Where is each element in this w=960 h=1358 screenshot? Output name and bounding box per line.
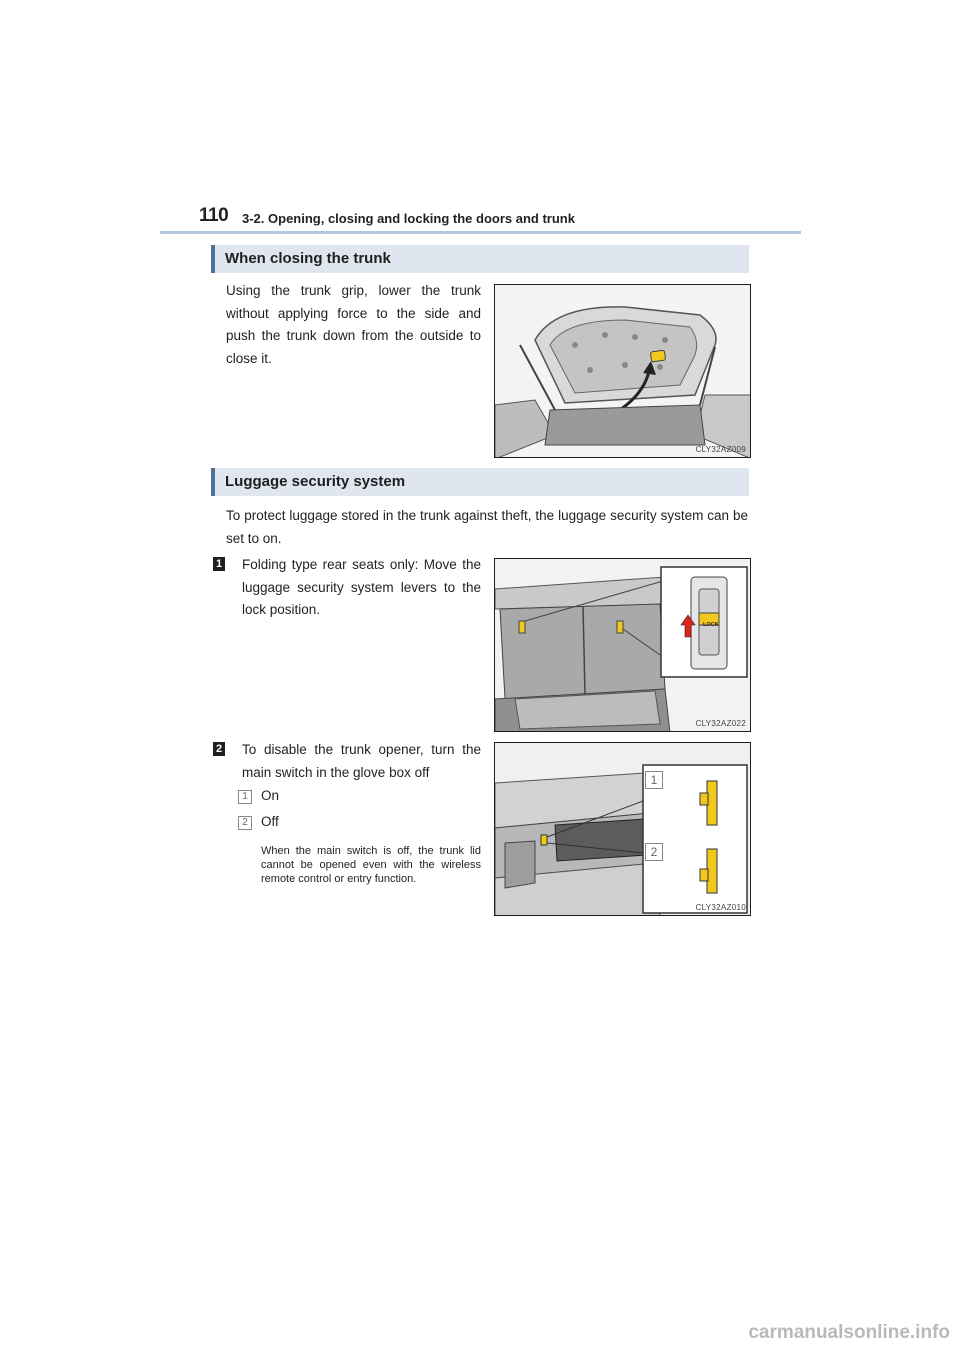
figure-callout-2: 2 (645, 843, 663, 861)
luggage-lever-illustration (495, 559, 751, 732)
item-number-2: 2 (238, 816, 252, 830)
figure-code: CLY32AZ009 (695, 445, 746, 454)
trunk-closing-illustration (495, 285, 751, 458)
item-label-off: Off (261, 814, 279, 829)
left-lever-highlight (519, 621, 525, 633)
page-number: 110 (199, 205, 229, 226)
trunk-grip-highlight (650, 350, 665, 362)
luggage-security-intro: To protect luggage stored in the trunk against theft, the luggage security system can be set to on. (226, 508, 748, 546)
glove-box-switch-figure (494, 742, 751, 916)
item-label-on: On (261, 788, 280, 803)
step-number-1: 1 (213, 557, 225, 571)
chapter-title: 3-2. Opening, closing and locking the doors and trunk (242, 211, 575, 226)
watermark: carmanualsonline.info (748, 1322, 950, 1343)
step-2-text: To disable the trunk opener, turn the main switch in the glove box off (242, 742, 481, 780)
step-number-2: 2 (213, 742, 225, 756)
glove-box-illustration (495, 743, 751, 916)
section-heading-text: Luggage security system (225, 473, 406, 490)
trunk-closing-figure (494, 284, 751, 458)
lock-label: LOCK (703, 622, 719, 628)
section-heading-luggage-security (211, 468, 749, 496)
item-number-1: 1 (238, 790, 252, 804)
closing-trunk-paragraph: Using the trunk grip, lower the trunk without applying force to the side and push the trunk down from the outside to close it. (226, 283, 481, 366)
step-1-text: Folding type rear seats only: Move the luggage security system levers to the lock position. (242, 557, 481, 617)
main-switch-highlight (541, 835, 547, 845)
section-heading-text: When closing the trunk (225, 250, 391, 267)
header-rule (160, 231, 801, 234)
figure-code: CLY32AZ022 (695, 719, 746, 728)
figure-callout-1: 1 (645, 771, 663, 789)
right-lever-highlight (617, 621, 623, 633)
switch-off-note: When the main switch is off, the trunk lid cannot be opened even with the wireless remote control or entry function. (261, 845, 481, 885)
luggage-lever-figure (494, 558, 751, 732)
section-heading-closing-trunk (211, 245, 749, 273)
figure-code: CLY32AZ010 (695, 903, 746, 912)
